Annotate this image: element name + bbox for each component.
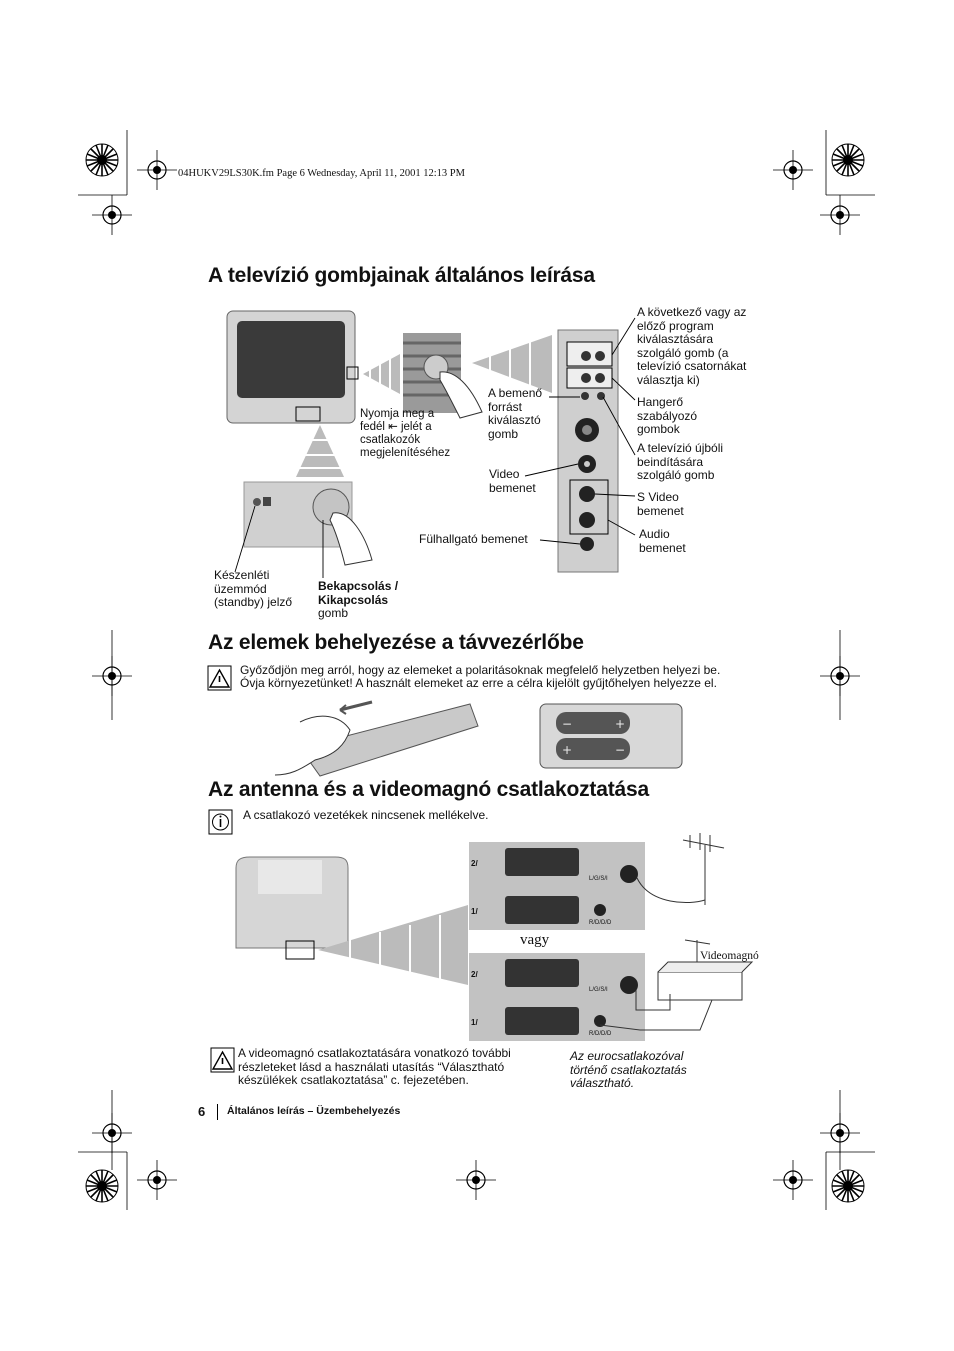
svg-text:−: − bbox=[562, 717, 573, 731]
section-title: A televízió gombjainak általános leírása bbox=[208, 264, 595, 287]
label-power: Bekapcsolás / Kikapcsolás bbox=[318, 579, 399, 607]
scart2-label: 2/ bbox=[471, 970, 478, 979]
scart-note: Az eurocsatlakozóval történő csatlakoztatás választható. bbox=[570, 1049, 687, 1090]
warning-icon bbox=[211, 1048, 234, 1072]
svg-text:−: − bbox=[615, 743, 626, 757]
info-text: A csatlakozó vezetékek nincsenek mellékelve. bbox=[243, 808, 489, 822]
rddd-label: R/D/D/D bbox=[589, 1031, 612, 1037]
label-audio: Audio bemenet bbox=[639, 527, 686, 555]
battery-warning: Győződjön meg arról, hogy az elemeket a polaritásoknak megfelelő helyzetben helyezi be. Óvja környezetünket! A használt elemeket az erre a célra kijelölt gyűjtőhelyen helyezze el. bbox=[240, 663, 721, 690]
svg-text:+: + bbox=[615, 717, 626, 731]
label-power-tail: gomb bbox=[318, 606, 349, 620]
or-label: vagy bbox=[520, 932, 550, 948]
label-cover: Nyomja meg a fedél ⇤ jelét a csatlakozók megjelenítéséhez bbox=[360, 408, 451, 459]
label-reset: A televízió újbóli beindítására szolgáló gomb bbox=[637, 441, 724, 482]
lgsi-label: L/G/S/I bbox=[589, 987, 608, 993]
label-svideo: S Video bemenet bbox=[637, 490, 684, 518]
info-icon bbox=[209, 810, 232, 834]
label-input-select: A bemenő forrást kiválasztó gomb bbox=[488, 386, 543, 441]
section-title: Az elemek behelyezése a távvezérlőbe bbox=[208, 631, 584, 654]
scart1-label: 1/ bbox=[471, 1018, 478, 1027]
rddd-label: R/D/D/D bbox=[589, 920, 612, 926]
section-title: Az antenna és a videomagnó csatlakoztatása bbox=[208, 778, 649, 801]
vcr-label: Videomagnó bbox=[700, 950, 759, 962]
footer-divider bbox=[217, 1104, 218, 1120]
label-headphone: Fülhallgató bemenet bbox=[419, 532, 528, 546]
scart1-label: 1/ bbox=[471, 907, 478, 916]
footer-section: Általános leírás – Üzembehelyezés bbox=[227, 1105, 401, 1117]
svg-text:+: + bbox=[562, 743, 573, 757]
page-number: 6 bbox=[198, 1104, 206, 1119]
label-program-button: A következő vagy az előző program kiválasztására szolgáló gomb (a televízió csatornákat választja ki) bbox=[637, 305, 747, 387]
file-stamp: 04HUKV29LS30K.fm Page 6 Wednesday, April 11, 2001 12:13 PM bbox=[178, 168, 465, 179]
label-standby: Készenléti üzemmód (standby) jelző bbox=[214, 568, 293, 609]
label-video-input: Video bemenet bbox=[489, 467, 536, 495]
label-volume: Hangerő szabályozó gombok bbox=[637, 395, 698, 436]
vcr-warning: A videomagnó csatlakoztatására vonatkozó további részleteket lásd a használati utasítás “Választható készülékek csatlakoztatása” c. fejezetében. bbox=[238, 1046, 511, 1087]
lgsi-label: L/G/S/I bbox=[589, 876, 608, 882]
scart2-label: 2/ bbox=[471, 859, 478, 868]
